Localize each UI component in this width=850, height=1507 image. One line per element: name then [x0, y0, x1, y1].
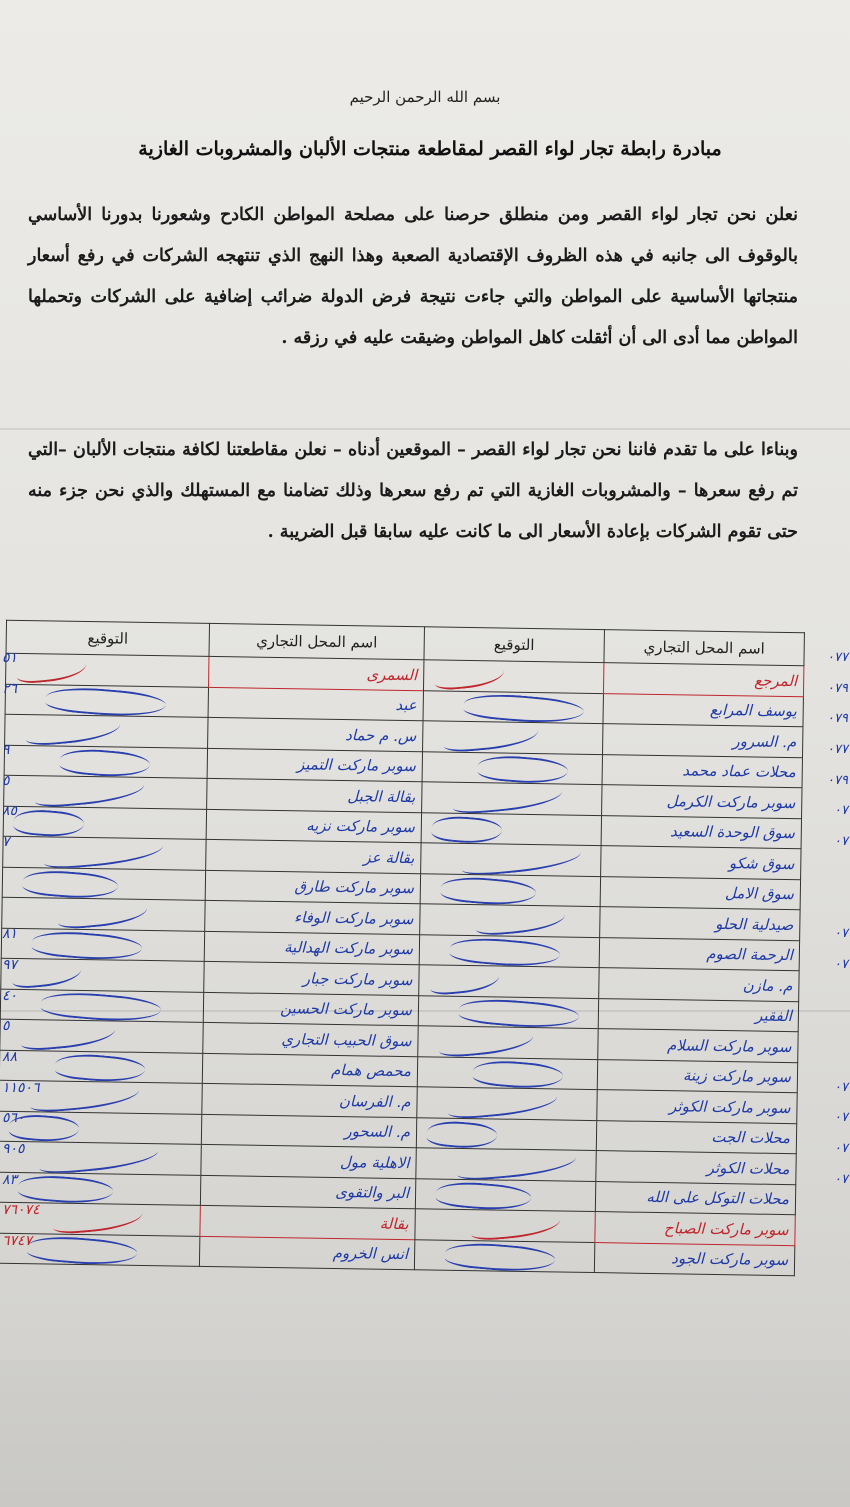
shop-name-left: سوبر ماركت الحسين: [203, 992, 418, 1026]
margin-number: [802, 988, 850, 1019]
shop-name-right: سوق شكو: [601, 846, 801, 880]
margin-number: ٧٦٠٧٤: [2, 1202, 40, 1219]
margin-number: ٠٧: [834, 926, 848, 942]
signature-right: [414, 1239, 594, 1272]
shop-name-left: البر والتقوى: [200, 1175, 415, 1209]
signature-scribble: [447, 1087, 559, 1120]
signature-scribble: [477, 753, 569, 785]
margin-number: ٠٧٩: [827, 680, 848, 696]
margin-number: ٠٧: [834, 1079, 848, 1095]
shop-name-right: محلات التوكل على الله: [595, 1181, 795, 1215]
signature-scribble: [442, 721, 539, 753]
shop-name-right: يوسف المرابع: [603, 693, 803, 727]
header-signature: التوقيع: [6, 620, 209, 656]
margin-number: ٠٧: [834, 956, 848, 972]
signature-scribble: [433, 661, 505, 691]
margin-number: ٠٧٧: [827, 742, 848, 758]
shop-name-left: عبد: [208, 687, 423, 721]
signature-scribble: [429, 966, 501, 996]
margin-number: ٠٧: [834, 834, 848, 850]
shop-name-right: سوق الامل: [600, 876, 800, 910]
shop-name-left: م. الفرسان: [202, 1083, 417, 1117]
shop-name-left: الاهلية مول: [201, 1144, 416, 1178]
margin-number: ٠٧: [834, 803, 848, 819]
signature-right: [415, 1178, 595, 1211]
margin-number: ٥٦٠: [2, 1110, 25, 1127]
margin-number: [802, 1202, 850, 1233]
shop-name-right: سوبر ماركت الجود: [594, 1242, 794, 1276]
margin-number: [0, 711, 80, 742]
shop-name-left: سوبر ماركت طارق: [205, 870, 420, 904]
signature-right: [417, 1056, 597, 1089]
margin-number: ٩٧: [2, 956, 18, 973]
margin-number: ٥: [2, 772, 10, 789]
shop-name-right: الفقير: [598, 998, 798, 1032]
margin-number: ٦٧٤٧: [2, 1233, 33, 1250]
signature-right: [423, 660, 603, 693]
signature-right: [419, 965, 599, 998]
shop-name-right: سوبر ماركت الكرمل: [602, 785, 802, 819]
margin-number: ٠٧: [834, 1141, 848, 1156]
signature-scribble: [438, 1026, 535, 1058]
signature-table-wrap: [0, 620, 804, 1354]
signature-right: [423, 690, 603, 723]
margin-number: ٤٠: [2, 987, 18, 1004]
header-shop-name: اسم المحل التجاري: [604, 630, 804, 666]
shop-name-right: سوبر ماركت الكوثر: [597, 1090, 797, 1124]
margin-number: ١١٥٠٦: [2, 1079, 40, 1096]
signature-scribble: [431, 814, 503, 846]
header-shop-name: اسم المحل التجاري: [209, 623, 424, 659]
shop-name-right: محلات عماد محمد: [602, 754, 802, 788]
signature-right: [423, 721, 603, 754]
paragraph-2: وبناءا على ما تقدم فاننا نحن تجار لواء القصر – الموقعين أدناه – نعلن مقاطعتنا لكافة منتجات الألبان –التي تم رفع سعرها – والمشروبات الغازية التي تم رفع سعرها وذلك تضامنا مع المستهلك والذي نحن جزء منه حتى تقوم الشركات بإعادة الأسعار الى ما كانت عليه سابقا قبل الضريبة .: [28, 440, 798, 542]
shop-name-left: سوبر ماركت نزيه: [206, 809, 421, 843]
margin-number: ٩: [2, 742, 10, 759]
margin-numbers-right: [802, 650, 850, 1264]
margin-number: ٠٧: [834, 1171, 848, 1187]
signature-scribble: [474, 905, 566, 937]
margin-numbers-left: [0, 650, 80, 1264]
signature-right: [415, 1209, 595, 1242]
signature-scribble: [440, 874, 537, 907]
shop-name-left: سوبر ماركت جبار: [204, 961, 419, 995]
shop-name-left: بقالة الجبل: [207, 778, 422, 812]
margin-number: ٩٠٥: [2, 1141, 25, 1157]
signature-scribble: [426, 1119, 498, 1151]
margin-number: ٥: [2, 1018, 10, 1035]
margin-number: [802, 865, 850, 896]
signature-right: [416, 1117, 596, 1150]
shop-name-right: سوق الوحدة السعيد: [601, 815, 801, 849]
shop-name-right: الرحمة الصوم: [599, 937, 799, 971]
shop-name-left: بقالة: [200, 1205, 415, 1239]
header-signature: التوقيع: [424, 627, 604, 663]
margin-number: ٧: [2, 834, 10, 851]
signature-scribble: [435, 1179, 532, 1212]
signature-right: [419, 934, 599, 967]
signature-scribble: [461, 843, 583, 876]
margin-number: [0, 865, 80, 896]
margin-number: ٨٨: [2, 1048, 18, 1065]
shop-name-left: بقالة عز: [206, 839, 421, 873]
signature-scribble: [472, 1058, 564, 1090]
margin-number: [802, 1018, 850, 1049]
signature-right: [418, 995, 598, 1028]
margin-number: ٠٧: [834, 1110, 848, 1126]
basmala: بسم الله الرحمن الرحيم: [349, 88, 501, 106]
signature-table: [0, 620, 805, 1276]
shop-name-right: سوبر ماركت الصباح: [595, 1212, 795, 1246]
signature-scribble: [470, 1210, 562, 1242]
signature-right: [418, 1026, 598, 1059]
signature-right: [420, 904, 600, 937]
document-title: مبادرة رابطة تجار لواء القصر لمقاطعة منتجات الألبان والمشروبات الغازية: [138, 138, 722, 160]
signature-right: [422, 782, 602, 815]
signature-scribble: [463, 690, 585, 723]
shop-name-left: سوبر ماركت الهدالية: [204, 931, 419, 965]
margin-number: ٠٧٩: [827, 711, 848, 727]
shop-name-right: المرجع: [603, 663, 803, 697]
shop-name-left: سوبر ماركت الوفاء: [205, 900, 420, 934]
shop-name-right: صيدلية الحلو: [600, 907, 800, 941]
margin-number: ٨٥: [2, 803, 18, 820]
margin-number: ٠٧٩: [827, 772, 848, 788]
margin-number: [802, 896, 850, 927]
signature-right: [421, 843, 601, 876]
margin-number: ٥١: [2, 650, 18, 666]
shop-name-right: محلات الكوثر: [596, 1151, 796, 1185]
signature-scribble: [456, 1148, 578, 1181]
signature-scribble: [444, 1239, 556, 1272]
shop-name-right: سوبر ماركت زينة: [597, 1059, 797, 1093]
signature-right: [417, 1087, 597, 1120]
paper-bottom-shadow: [0, 1360, 850, 1507]
shop-name-right: سوبر ماركت السلام: [598, 1029, 798, 1063]
margin-number: [802, 1233, 850, 1264]
signature-right: [420, 873, 600, 906]
signature-right: [422, 751, 602, 784]
shop-name-left: سوق الحبيب التجاري: [203, 1022, 418, 1056]
shop-name-left: م. السحور: [201, 1114, 416, 1148]
margin-number: [802, 1049, 850, 1080]
shop-name-left: س. م حماد: [208, 717, 423, 751]
shop-name-left: سوبر ماركت التميز: [207, 748, 422, 782]
margin-number: ٢٦: [2, 680, 18, 697]
signature-right: [416, 1148, 596, 1181]
shop-name-right: م. مازن: [599, 968, 799, 1002]
signature-right: [421, 812, 601, 845]
margin-number: [0, 896, 80, 927]
signature-scribble: [458, 995, 580, 1028]
margin-number: ٨٣: [2, 1171, 18, 1188]
shop-name-left: انس الخروم: [199, 1236, 414, 1270]
paragraph-1: نعلن نحن تجار لواء القصر ومن منطلق حرصنا على مصلحة المواطن الكادح وشعورنا بدورنا الأساسي بالوقوف الى جانبه في هذه الظروف الإقتصادية الصعبة وهذا النهج الذي تنتهجه الشركات في رفع أسعار منتجاتها الأساسية على المواطن والتي جاءت نتيجة فرض الدولة ضرائب إضافية على الشركات وتحملها المواطن مما أدى الى أن أثقلت كاهل المواطن وضيقت عليه في رزقه .: [28, 205, 798, 348]
signature-scribble: [451, 782, 563, 815]
margin-number: ٠٧٧: [827, 650, 848, 665]
shop-name-right: م. السرور: [603, 724, 803, 758]
shop-name-left: محمص همام: [202, 1053, 417, 1087]
margin-number: ٨١: [2, 926, 18, 943]
shop-name-right: محلات الجت: [596, 1120, 796, 1154]
shop-name-left: السمرى: [209, 656, 424, 690]
signature-scribble: [449, 934, 561, 967]
